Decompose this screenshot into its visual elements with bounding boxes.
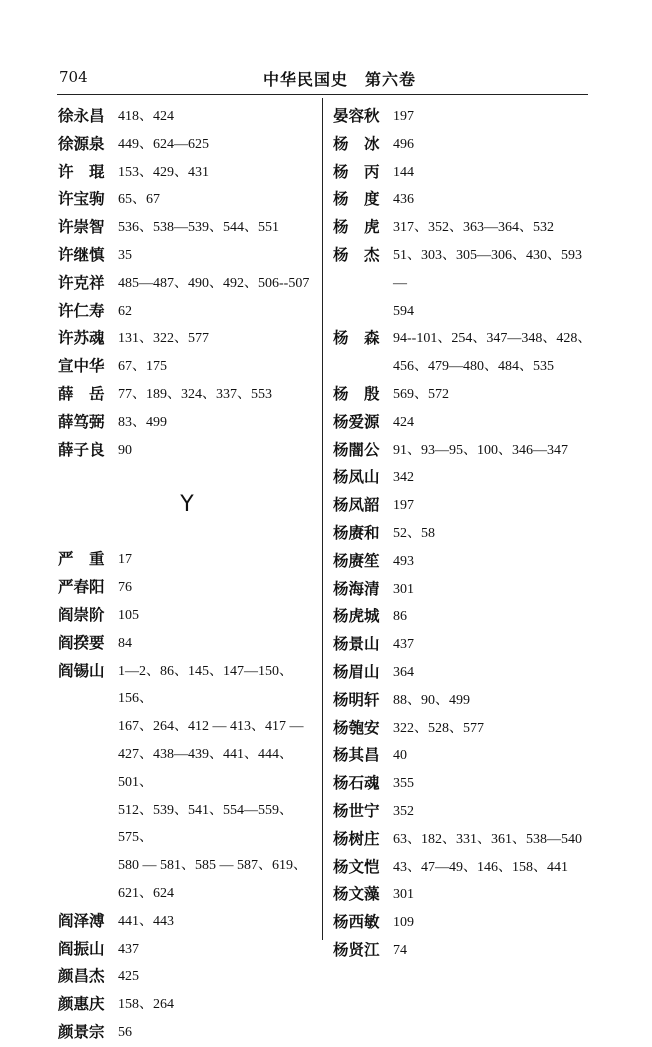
column-divider: [322, 98, 323, 940]
entry-pages: 131、322、577: [118, 331, 209, 347]
entry-name: 许克祥: [58, 273, 105, 292]
index-entry: [333, 464, 595, 492]
entry-name: 杨 丙: [333, 162, 380, 181]
entry-name: 许宝驹: [58, 190, 105, 209]
entry-name: 薛笃弼: [58, 412, 105, 431]
entry-pages: 67、175: [118, 359, 167, 375]
entry-pages: 425: [118, 969, 139, 985]
index-entry: [58, 353, 316, 381]
index-entry: [58, 409, 316, 437]
entry-name: 许苏魂: [58, 329, 105, 348]
entry-name: 杨 杰: [333, 245, 380, 264]
entry-name: 许仁寿: [58, 301, 105, 320]
index-entry: [333, 103, 595, 131]
entry-pages: 83、499: [118, 414, 167, 430]
entry-name: 杨赓笙: [333, 551, 380, 570]
index-entry: [58, 186, 316, 214]
index-entry: [333, 881, 595, 909]
index-entry: [58, 991, 316, 1019]
entry-pages: 301: [393, 887, 414, 903]
index-entry: [333, 437, 595, 465]
entry-pages: 355: [393, 776, 414, 792]
index-entry: [333, 687, 595, 715]
entry-name: 杨世宁: [333, 801, 380, 820]
index-entry: [333, 242, 595, 325]
entry-name: 徐永昌: [58, 107, 105, 125]
index-entry: [58, 325, 316, 353]
entry-name: 杨石魂: [333, 774, 380, 793]
entry-pages: 342: [393, 470, 414, 486]
entry-pages: 17: [118, 552, 132, 568]
entry-pages: 496: [393, 136, 414, 152]
entry-name: 杨凤韶: [333, 496, 380, 515]
index-entry: [333, 909, 595, 937]
entry-name: 杨文藻: [333, 885, 380, 904]
index-entry: [58, 546, 316, 574]
index-entry: [333, 186, 595, 214]
entry-pages: 84: [118, 635, 132, 651]
entry-name: 杨 虎: [333, 218, 380, 237]
entry-name: 杨闇公: [333, 440, 380, 459]
entry-pages: 441、443: [118, 913, 174, 929]
index-entry: [58, 602, 316, 630]
entry-pages: 90: [118, 442, 132, 458]
entry-pages: 51、303、305—306、430、593— 594: [393, 247, 582, 319]
entry-pages: 109: [393, 915, 414, 931]
index-entry: [333, 520, 595, 548]
index-entry: [333, 381, 595, 409]
entry-pages: 197: [393, 109, 414, 124]
entry-pages: 52、58: [393, 525, 435, 541]
index-entry: [58, 658, 316, 908]
entry-pages: 56: [118, 1024, 132, 1040]
entry-pages: 74: [393, 942, 407, 958]
section-letter-heading: Y: [180, 492, 194, 518]
index-entry: [333, 854, 595, 882]
entry-pages: 436: [393, 192, 414, 208]
index-entry: [333, 131, 595, 159]
entry-name: 杨虎城: [333, 607, 380, 626]
entry-name: 许 琨: [58, 162, 105, 181]
entry-name: 杨 度: [333, 190, 380, 209]
entry-pages: 437: [118, 941, 139, 957]
entry-pages: 77、189、324、337、553: [118, 386, 272, 402]
entry-pages: 1—2、86、145、147—150、156、 167、264、412 — 413、417 — 427、438—439、441、444、501、 512、539、541、554—559、575、 580 — 581、585 — 587、619、 621、624: [118, 663, 307, 901]
index-entry: [58, 630, 316, 658]
index-entry: [333, 159, 595, 187]
entry-pages: 352: [393, 803, 414, 819]
entry-pages: 153、429、431: [118, 164, 209, 180]
index-entry: [58, 131, 316, 159]
running-title: 中华民国史 第六卷: [263, 70, 417, 89]
index-entry: [58, 242, 316, 270]
entry-name: 阎崇阶: [58, 605, 105, 624]
entry-name: 阎振山: [58, 939, 105, 958]
index-entry: [333, 715, 595, 743]
entry-name: 杨明轩: [333, 690, 380, 709]
entry-name: 杨其昌: [333, 746, 380, 765]
index-entry: [333, 659, 595, 687]
entry-pages: 418、424: [118, 109, 174, 124]
index-entry: [333, 937, 595, 965]
entry-pages: 144: [393, 164, 414, 180]
entry-name: 徐源泉: [58, 134, 105, 153]
index-entry: [58, 963, 316, 991]
entry-pages: 493: [393, 553, 414, 569]
entry-name: 颜惠庆: [58, 995, 105, 1014]
entry-name: 薛子良: [58, 440, 105, 459]
left-column: [58, 103, 316, 1047]
entry-pages: 317、352、363—364、532: [393, 220, 554, 236]
entry-name: 严 重: [58, 550, 105, 569]
entry-pages: 364: [393, 664, 414, 680]
index-entry: [58, 908, 316, 936]
index-entry: [58, 574, 316, 602]
entry-name: 杨 冰: [333, 134, 380, 153]
index-entry: [333, 325, 595, 381]
index-entry: [333, 798, 595, 826]
entry-name: 颜昌杰: [58, 967, 105, 986]
entry-pages: 449、624—625: [118, 136, 209, 152]
index-group-yang: [333, 103, 595, 965]
index-entry: [333, 492, 595, 520]
index-entry: [58, 437, 316, 465]
index-entry: [333, 548, 595, 576]
right-column: [333, 103, 595, 965]
index-entry: [58, 159, 316, 187]
entry-pages: 62: [118, 303, 132, 319]
index-group-x: [58, 103, 316, 464]
index-entry: [58, 1019, 316, 1047]
index-entry: [333, 603, 595, 631]
index-entry: [333, 631, 595, 659]
entry-name: 杨眉山: [333, 662, 380, 681]
page-header: [57, 62, 588, 94]
entry-pages: 88、90、499: [393, 692, 470, 708]
entry-name: 杨赓和: [333, 523, 380, 542]
entry-pages: 105: [118, 607, 139, 623]
index-entry: [58, 298, 316, 326]
entry-pages: 158、264: [118, 997, 174, 1013]
index-group-y: [58, 546, 316, 1046]
index-entry: [58, 936, 316, 964]
entry-name: 杨西敏: [333, 913, 380, 932]
entry-pages: 91、93—95、100、346—347: [393, 442, 568, 458]
entry-name: 颜景宗: [58, 1022, 105, 1041]
entry-pages: 424: [393, 414, 414, 430]
index-entry: [333, 409, 595, 437]
index-entry: [333, 742, 595, 770]
entry-name: 杨海清: [333, 579, 380, 598]
entry-name: 晏容秋: [333, 107, 380, 125]
entry-pages: 76: [118, 580, 132, 596]
entry-name: 杨匏安: [333, 718, 380, 737]
header-rule: [57, 94, 588, 95]
entry-name: 杨 森: [333, 329, 380, 348]
entry-name: 许继慎: [58, 245, 105, 264]
entry-pages: 569、572: [393, 386, 449, 402]
entry-pages: 43、47—49、146、158、441: [393, 859, 568, 875]
entry-name: 杨文恺: [333, 857, 380, 876]
entry-pages: 437: [393, 637, 414, 653]
entry-name: 许崇智: [58, 218, 105, 237]
index-entry: [333, 576, 595, 604]
entry-pages: 536、538—539、544、551: [118, 220, 279, 236]
entry-name: 薛 岳: [58, 384, 105, 403]
entry-name: 阎揆要: [58, 633, 105, 652]
entry-pages: 197: [393, 498, 414, 514]
entry-name: 杨景山: [333, 635, 380, 654]
entry-pages: 35: [118, 247, 132, 263]
entry-name: 宣中华: [58, 357, 105, 376]
page-number: 704: [59, 68, 88, 86]
entry-pages: 94--101、254、347—348、428、 456、479—480、484、535: [393, 331, 592, 375]
entry-name: 杨树庄: [333, 829, 380, 848]
index-entry: [333, 826, 595, 854]
entry-pages: 40: [393, 748, 407, 764]
entry-name: 杨贤江: [333, 940, 380, 959]
entry-pages: 86: [393, 609, 407, 625]
entry-pages: 485—487、490、492、506--507: [118, 275, 310, 291]
entry-name: 严春阳: [58, 578, 105, 597]
index-entry: [333, 770, 595, 798]
index-entry: [58, 381, 316, 409]
entry-pages: 63、182、331、361、538—540: [393, 831, 582, 847]
index-entry: [58, 214, 316, 242]
entry-name: 杨 殷: [333, 384, 380, 403]
entry-pages: 65、67: [118, 192, 160, 208]
index-entry: [58, 270, 316, 298]
entry-pages: 322、528、577: [393, 720, 484, 736]
entry-pages: 301: [393, 581, 414, 597]
entry-name: 阎泽溥: [58, 911, 105, 930]
entry-name: 阎锡山: [58, 661, 105, 680]
entry-name: 杨爱源: [333, 412, 380, 431]
entry-name: 杨凤山: [333, 468, 380, 487]
index-entry: [333, 214, 595, 242]
index-entry: [58, 103, 316, 131]
